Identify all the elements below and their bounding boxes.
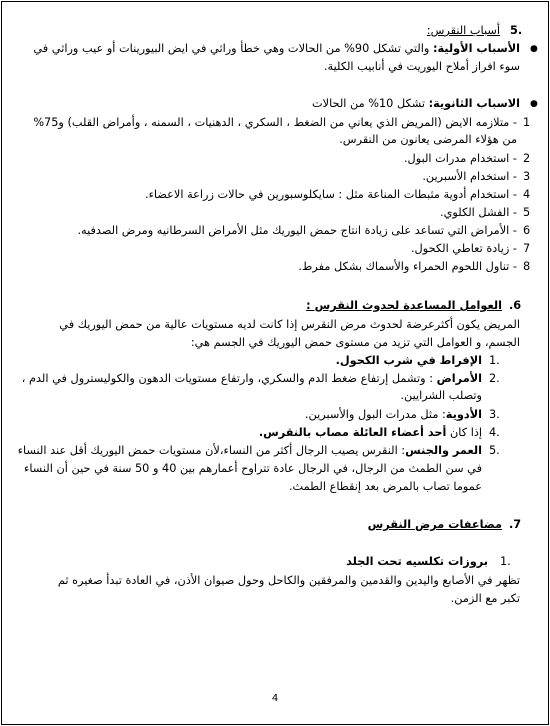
item-number: 2 [523, 152, 531, 165]
section-5-title: أسباب النقرس: [426, 24, 500, 37]
item-number: 8 [523, 260, 531, 273]
factor-number: 4. [489, 426, 500, 439]
secondary-cause-item: - استخدام الأسبرين. [422, 170, 517, 183]
secondary-cause-item: من هؤلاء المرضى يعانون من النقرس. [339, 133, 517, 146]
complication-text-2: تكبر مع الزمن. [450, 592, 520, 605]
secondary-cause-item: - تناول اللحوم الحمراء والأسماك بشكل مفرط. [298, 260, 517, 273]
risk-factor-diseases-2: وتصلب الشرايين. [400, 389, 482, 402]
factor-number: 1. [489, 354, 500, 367]
item-number: 1 [523, 116, 531, 129]
section-7-number: .7 [509, 518, 522, 531]
primary-causes-line: الأسباب الأولية: والتي تشكل 90% من الحالات وهي خطأ وراثي في ايض البيورينات أو عيب وراثي في [33, 42, 520, 55]
document-page [1, 1, 549, 725]
risk-factor-alcohol: الإفراط في شرب الكحول. [335, 354, 482, 367]
section-7-title: مضاعفات مرض النقرس [367, 518, 502, 531]
item-number: 4 [523, 188, 531, 201]
factor-number: 5. [489, 444, 500, 457]
secondary-cause-item: - استخدام مدرات البول. [403, 152, 517, 165]
bullet-icon: ● [530, 44, 538, 54]
item-number: 7 [523, 242, 531, 255]
secondary-cause-item: - الفشل الكلوي. [439, 206, 517, 219]
complication-number: 1. [500, 555, 511, 568]
risk-factor-diseases: الأمراض : وتشمل إرتفاع ضغط الدم والسكري، وارتفاع مستويات الدهون والكوليسترول في الدم ، [21, 372, 482, 385]
factor-number: 3. [489, 408, 500, 421]
section-5-number: 5. [510, 24, 523, 37]
risk-factors-intro-2: الجسم، و العوامل التي تزيد من مستوى حمض اليوريك في الجسم هي: [190, 336, 520, 349]
section-6-number: .6 [509, 299, 522, 312]
complication-title: بروزات تكلسيه تحت الجلد [346, 555, 488, 568]
primary-causes-line-2: سوء افراز أملاح اليوريت في أنابيب الكلية. [323, 60, 520, 73]
item-number: 3 [523, 170, 531, 183]
complication-text: تظهر في الأصابع واليدين والقدمين والمرفقين والكاحل وحول صيوان الأذن، في العادة تبدأ صغيره ثم [57, 574, 520, 587]
section-6-title: العوامل المساعدة لحدوث النقرس : [306, 299, 502, 312]
page-number: 4 [271, 693, 279, 704]
secondary-cause-item: - زيادة تعاطي الكحول. [410, 242, 517, 255]
risk-factor-age-sex: العمر والجنس: النقرس يصيب الرجال أكثر من النساء،لأن مستويات حمض اليوريك أقل عند النساء [17, 444, 482, 457]
item-number: 5 [523, 206, 531, 219]
secondary-cause-item: - متلازمه الايض (المريض الذي يعاني من الضغط ، السكري ، الدهنيات ، السمنه ، وأمراض القلب) و75% [33, 116, 517, 129]
item-number: 6 [523, 224, 531, 237]
secondary-causes-line: الاسباب الثانوية: تشكل 10% من الحالات [312, 97, 520, 110]
risk-factor-drugs: الأدوية: مثل مدرات البول والأسبرين. [304, 408, 482, 421]
risk-factor-family: إذا كان أحد أعضاء العائلة مصاب بالنقرس. [258, 426, 482, 439]
secondary-cause-item: - استخدام أدوية مثبطات المناعة مثل : سايكلوسبورين في حالات زراعة الاعضاء. [145, 188, 517, 201]
risk-factors-intro: المريض يكون أكثرعرضة لحدوث مرض النقرس إذا كانت لديه مستويات عالية من حمض اليوريك في [59, 318, 520, 331]
factor-number: 2. [489, 372, 500, 385]
risk-factor-age-sex-2: في سن الطمث من الرجال، في الرجال عادة تتراوح أعمارهم بين 40 و 50 سنة في حين أن النساء [24, 462, 482, 475]
bullet-icon: ● [530, 99, 538, 109]
secondary-cause-item: - الأمراض التي تساعد على زيادة انتاج حمض اليوريك مثل الأمراض السرطانيه ومرض الصدفيه. [77, 224, 517, 237]
risk-factor-age-sex-3: عموما تصاب بالمرض بعد إنقطاع الطمث. [288, 480, 482, 493]
